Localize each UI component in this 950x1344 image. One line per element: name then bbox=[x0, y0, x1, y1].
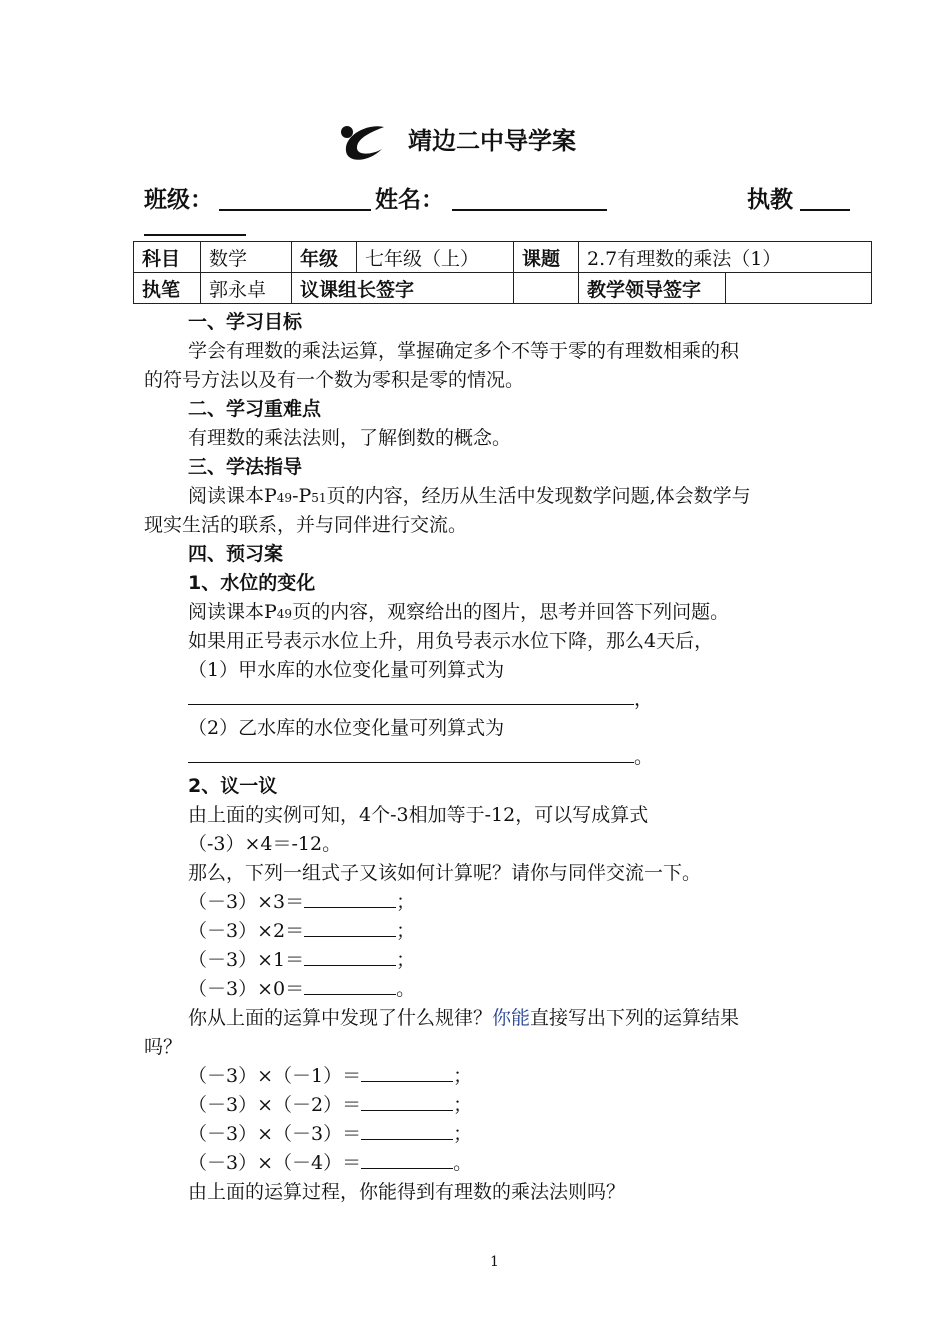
answer-blank[interactable] bbox=[361, 1150, 453, 1169]
paragraph: 有理数的乘法法则，了解倒数的概念。 bbox=[188, 427, 512, 449]
teacher-field[interactable] bbox=[800, 185, 850, 211]
punctuation: 。 bbox=[453, 1152, 473, 1174]
equation-text: （－3）×2＝ bbox=[188, 920, 305, 942]
punctuation: 。 bbox=[396, 978, 416, 1000]
punctuation: ； bbox=[453, 1094, 473, 1116]
topic-label: 课题 bbox=[514, 242, 579, 273]
subsection-heading: 1、水位的变化 bbox=[188, 572, 316, 594]
grade-label: 年级 bbox=[292, 242, 357, 273]
subscript: 51 bbox=[311, 491, 327, 505]
teacher-field-continued[interactable] bbox=[144, 214, 246, 236]
paragraph bbox=[188, 482, 751, 513]
author-label: 执笔 bbox=[134, 273, 201, 304]
school-logo-icon bbox=[338, 123, 388, 165]
answer-line bbox=[188, 685, 653, 714]
class-field[interactable] bbox=[219, 185, 371, 211]
punctuation: 。 bbox=[634, 746, 654, 768]
answer-blank[interactable] bbox=[304, 976, 396, 995]
section-heading: 二、学习重难点 bbox=[188, 398, 322, 420]
question: （2）乙水库的水位变化量可列算式为 bbox=[188, 717, 505, 739]
group-sign-field[interactable] bbox=[514, 273, 579, 304]
teacher-label: 执教 bbox=[747, 187, 793, 213]
subject-label: 科目 bbox=[134, 242, 201, 273]
equation bbox=[188, 975, 415, 1004]
topic-value: 2.7有理数的乘法（1） bbox=[579, 242, 872, 273]
paragraph bbox=[188, 1004, 739, 1033]
answer-blank[interactable] bbox=[361, 1063, 453, 1082]
section-heading: 四、预习案 bbox=[188, 543, 284, 565]
paragraph: 学会有理数的乘法运算，掌握确定多个不等于零的有理数相乘的积 bbox=[188, 340, 740, 362]
equation-text: （－3）×（－2）＝ bbox=[188, 1094, 362, 1116]
paragraph: 现实生活的联系，并与同伴进行交流。 bbox=[144, 514, 468, 536]
equation bbox=[188, 1091, 472, 1120]
equation bbox=[188, 917, 415, 946]
text: 页的内容，经历从生活中发现数学问题,体会数学与 bbox=[326, 485, 751, 507]
text: 阅读课本P bbox=[188, 485, 277, 507]
equation-text: （－3）×0＝ bbox=[188, 978, 305, 1000]
document-body bbox=[0, 308, 950, 1208]
highlighted-text: 你能 bbox=[492, 1007, 531, 1029]
page-number: 1 bbox=[490, 1254, 499, 1270]
name-field[interactable] bbox=[452, 185, 607, 211]
subscript: 49 bbox=[276, 491, 293, 505]
answer-blank[interactable] bbox=[361, 1121, 453, 1140]
text: 阅读课本P bbox=[188, 601, 277, 623]
equation-text: （－3）×（－1）＝ bbox=[188, 1065, 362, 1087]
equation bbox=[188, 1149, 472, 1178]
equation bbox=[188, 946, 415, 975]
subsection-heading: 2、议一议 bbox=[188, 775, 278, 797]
paragraph: 的符号方法以及有一个数为零积是零的情况。 bbox=[144, 369, 525, 391]
table-row bbox=[134, 273, 872, 304]
answer-blank[interactable] bbox=[304, 918, 396, 937]
answer-blank[interactable] bbox=[304, 889, 396, 908]
equation-text: （－3）×（－4）＝ bbox=[188, 1152, 362, 1174]
paragraph: （-3）×4＝-12。 bbox=[188, 833, 342, 855]
equation-text: （－3）×（－3）＝ bbox=[188, 1123, 362, 1145]
equation bbox=[188, 888, 415, 917]
question: （1）甲水库的水位变化量可列算式为 bbox=[188, 659, 505, 681]
answer-blank[interactable] bbox=[188, 686, 634, 705]
paragraph: 吗？ bbox=[144, 1036, 183, 1058]
text: 页的内容，观察给出的图片，思考并回答下列问题。 bbox=[292, 601, 730, 623]
paragraph: 如果用正号表示水位上升，用负号表示水位下降，那么4天后， bbox=[188, 630, 714, 652]
punctuation: ； bbox=[453, 1065, 473, 1087]
punctuation: ， bbox=[634, 688, 654, 710]
equation bbox=[188, 1062, 472, 1091]
section-heading: 一、学习目标 bbox=[188, 311, 303, 333]
leader-sign-label: 教学领导签字 bbox=[579, 273, 726, 304]
equation-text: （－3）×3＝ bbox=[188, 891, 305, 913]
punctuation: ； bbox=[453, 1123, 473, 1145]
paragraph: 那么，下列一组式子又该如何计算呢？请你与同伴交流一下。 bbox=[188, 862, 702, 884]
section-heading: 三、学法指导 bbox=[188, 456, 303, 478]
page-title: 靖边二中导学案 bbox=[408, 127, 576, 155]
author-value: 郭永卓 bbox=[201, 273, 292, 304]
punctuation: ； bbox=[396, 920, 416, 942]
text: -P bbox=[292, 485, 312, 507]
answer-blank[interactable] bbox=[188, 744, 634, 763]
info-table bbox=[133, 241, 872, 304]
punctuation: ； bbox=[396, 891, 416, 913]
table-row bbox=[134, 242, 872, 273]
equation bbox=[188, 1120, 472, 1149]
equation-text: （－3）×1＝ bbox=[188, 949, 305, 971]
text: 你从上面的运算中发现了什么规律？ bbox=[188, 1007, 493, 1029]
grade-value: 七年级（上） bbox=[357, 242, 514, 273]
answer-blank[interactable] bbox=[361, 1092, 453, 1111]
subscript: 49 bbox=[276, 607, 293, 621]
paragraph: 由上面的运算过程，你能得到有理数的乘法法则吗？ bbox=[188, 1181, 626, 1203]
school-logo bbox=[338, 123, 388, 165]
subject-value: 数学 bbox=[201, 242, 292, 273]
name-label: 姓名： bbox=[375, 187, 444, 213]
punctuation: ； bbox=[396, 949, 416, 971]
text: 直接写出下列的运算结果 bbox=[530, 1007, 740, 1029]
answer-blank[interactable] bbox=[304, 947, 396, 966]
paragraph bbox=[188, 598, 729, 629]
answer-line bbox=[188, 743, 653, 772]
leader-sign-field[interactable] bbox=[726, 273, 872, 304]
group-sign-label: 议课组长签字 bbox=[292, 273, 514, 304]
paragraph: 由上面的实例可知，4个-3相加等于-12，可以写成算式 bbox=[188, 804, 649, 826]
class-label: 班级： bbox=[144, 187, 213, 213]
